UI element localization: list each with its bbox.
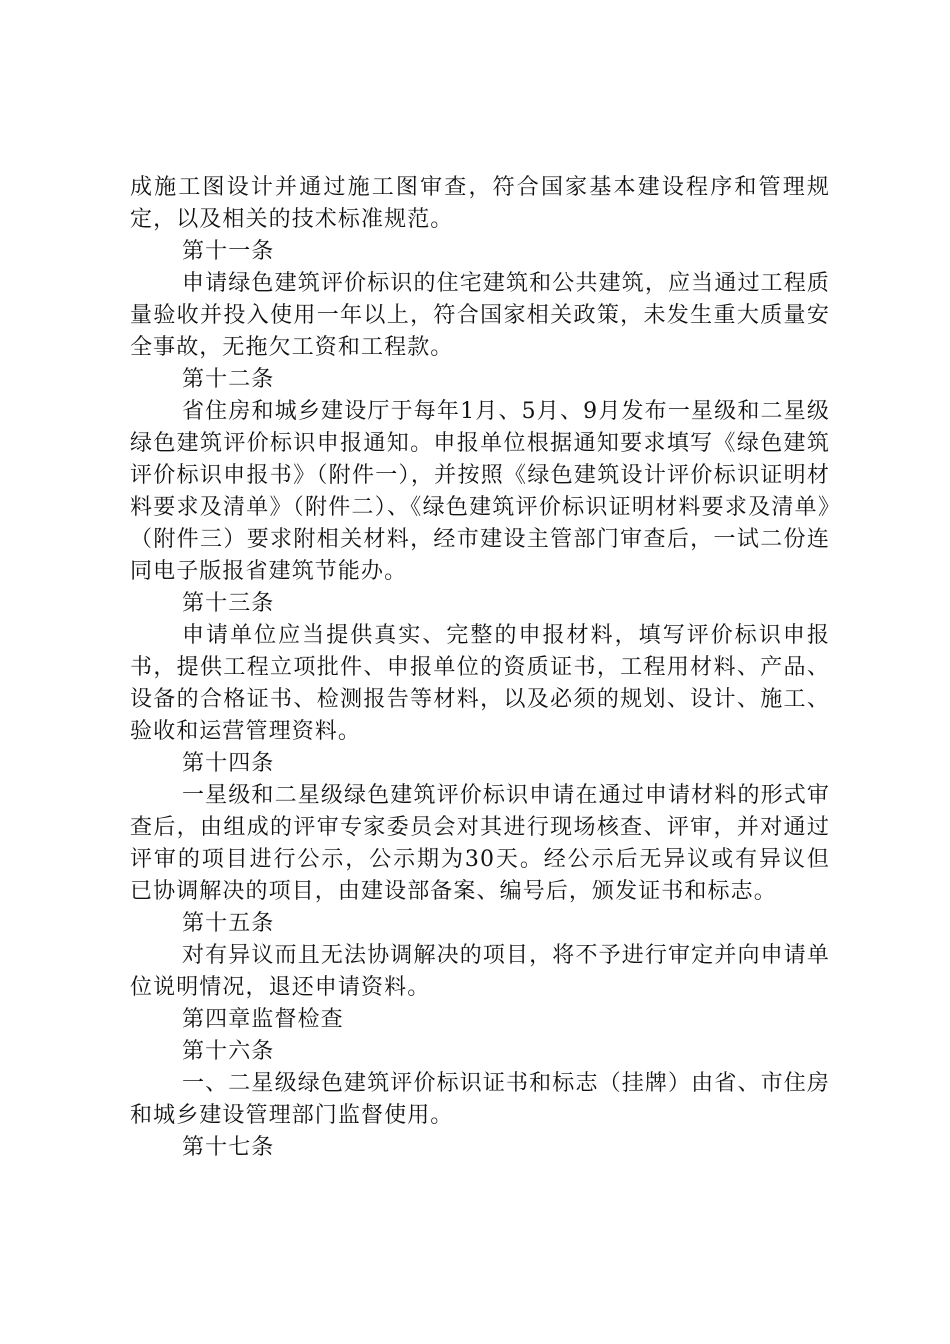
article-heading-15: 第十五条 bbox=[182, 911, 275, 936]
document-body bbox=[130, 172, 830, 1164]
article-14-paragraph: 一星级和二星级绿色建筑评价标识申请在通过申请材料的形式审查后，由组成的评审专家委员会对其进行现场核查、评审，并对通过评审的项目进行公示，公示期为30天。经公示后无异议或有异议但已协调解决的项目，由建设部备案、编号后，颁发证书和标志。 bbox=[130, 783, 830, 904]
article-heading-11: 第十一条 bbox=[182, 239, 275, 264]
article-heading-14: 第十四条 bbox=[182, 751, 275, 776]
article-13-paragraph: 申请单位应当提供真实、完整的申报材料，填写评价标识申报书，提供工程立项批件、申报单位的资质证书，工程用材料、产品、设备的合格证书、检测报告等材料，以及必须的规划、设计、施工、验收和运营管理资料。 bbox=[130, 623, 830, 744]
article-12-paragraph: 省住房和城乡建设厅于每年1月、5月、9月发布一星级和二星级绿色建筑评价标识申报通知。申报单位根据通知要求填写《绿色建筑评价标识申报书》（附件一），并按照《绿色建筑设计评价标识证明材料要求及清单》（附件二）、《绿色建筑评价标识证明材料要求及清单》（附件三）要求附相关材料，经市建设主管部门审查后，一试二份连同电子版报省建筑节能办。 bbox=[130, 399, 830, 584]
article-heading-17: 第十七条 bbox=[182, 1135, 275, 1160]
chapter-heading-4: 第四章监督检查 bbox=[182, 1007, 344, 1032]
article-11-paragraph: 申请绿色建筑评价标识的住宅建筑和公共建筑，应当通过工程质量验收并投入使用一年以上，符合国家相关政策，未发生重大质量安全事故，无拖欠工资和工程款。 bbox=[130, 271, 830, 360]
article-15-paragraph: 对有异议而且无法协调解决的项目，将不予进行审定并向申请单位说明情况，退还申请资料。 bbox=[130, 943, 830, 1000]
paragraph-continuation: 成施工图设计并通过施工图审查，符合国家基本建设程序和管理规定，以及相关的技术标准规范。 bbox=[130, 175, 830, 232]
article-heading-12: 第十二条 bbox=[182, 367, 275, 392]
article-heading-16: 第十六条 bbox=[182, 1039, 275, 1064]
article-16-paragraph: 一、二星级绿色建筑评价标识证书和标志（挂牌）由省、市住房和城乡建设管理部门监督使用。 bbox=[130, 1071, 830, 1128]
article-heading-13: 第十三条 bbox=[182, 591, 275, 616]
